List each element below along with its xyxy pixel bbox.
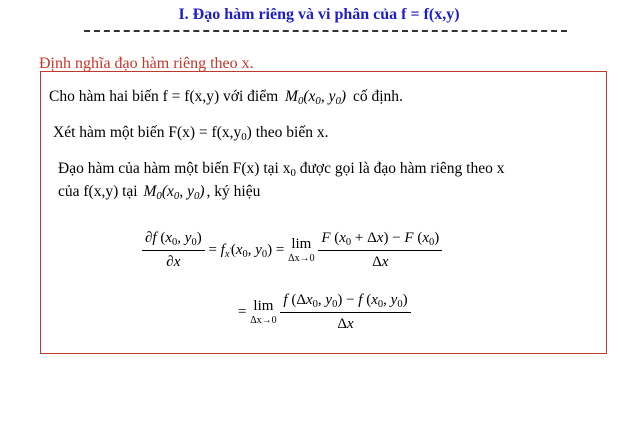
paragraph-single-variable: Xét hàm một biến $F(x) = f(x,y_0)$ theo biến x. — [53, 124, 329, 143]
limit-operator-2: lim Δx→0 — [250, 298, 277, 326]
paragraph-definition-line2: của f(x,y) tại $M_0(x_0$, $y_0$) , ký hiệu — [58, 183, 261, 202]
paragraph-definition-line1: Đạo hàm của hàm một biến F(x) tại $x_0$ được gọi là đạo hàm riêng theo x — [58, 160, 505, 179]
formula-limit-definition: = lim Δx→0 $\frac{f (\Delta x_0, y_0) - f (x_0, y_0)}{\Delta x}$ — [238, 292, 411, 333]
section-subheading: Định nghĩa đạo hàm riêng theo x. — [39, 55, 254, 72]
partial-fraction: $\frac{\partial f (x_0, y_0)}{\partial x}$ — [142, 230, 205, 271]
title-divider — [84, 30, 567, 32]
point-m0-inline: $M_0(x_0$, $y_0$) — [143, 183, 205, 202]
point-m0: $M_0(x_0$, $y_0$) — [285, 88, 347, 107]
formula-partial-derivative: $\frac{\partial f (x_0, y_0)}{\partial x}$ = $f_{x'}(x_0$, $y_0$) = lim Δx→0 $\frac{F (x_0 + \Delta x) - F (x_0)}{\Delta x}$ — [142, 230, 442, 271]
difference-quotient-1: $\frac{F (x_0 + \Delta x) - F (x_0)}{\Delta x}$ — [318, 230, 442, 271]
page-title: I. Đạo hàm riêng và vi phân của f = f(x,y) — [178, 6, 460, 23]
paragraph-given-function: Cho hàm hai biến f = f(x,y) với điểm $M_0(x_0$, $y_0$) cố định. — [49, 88, 403, 107]
difference-quotient-2: $\frac{f (\Delta x_0, y_0) - f (x_0, y_0)}{\Delta x}$ — [280, 292, 410, 333]
limit-operator-1: lim Δx→0 — [288, 236, 315, 264]
